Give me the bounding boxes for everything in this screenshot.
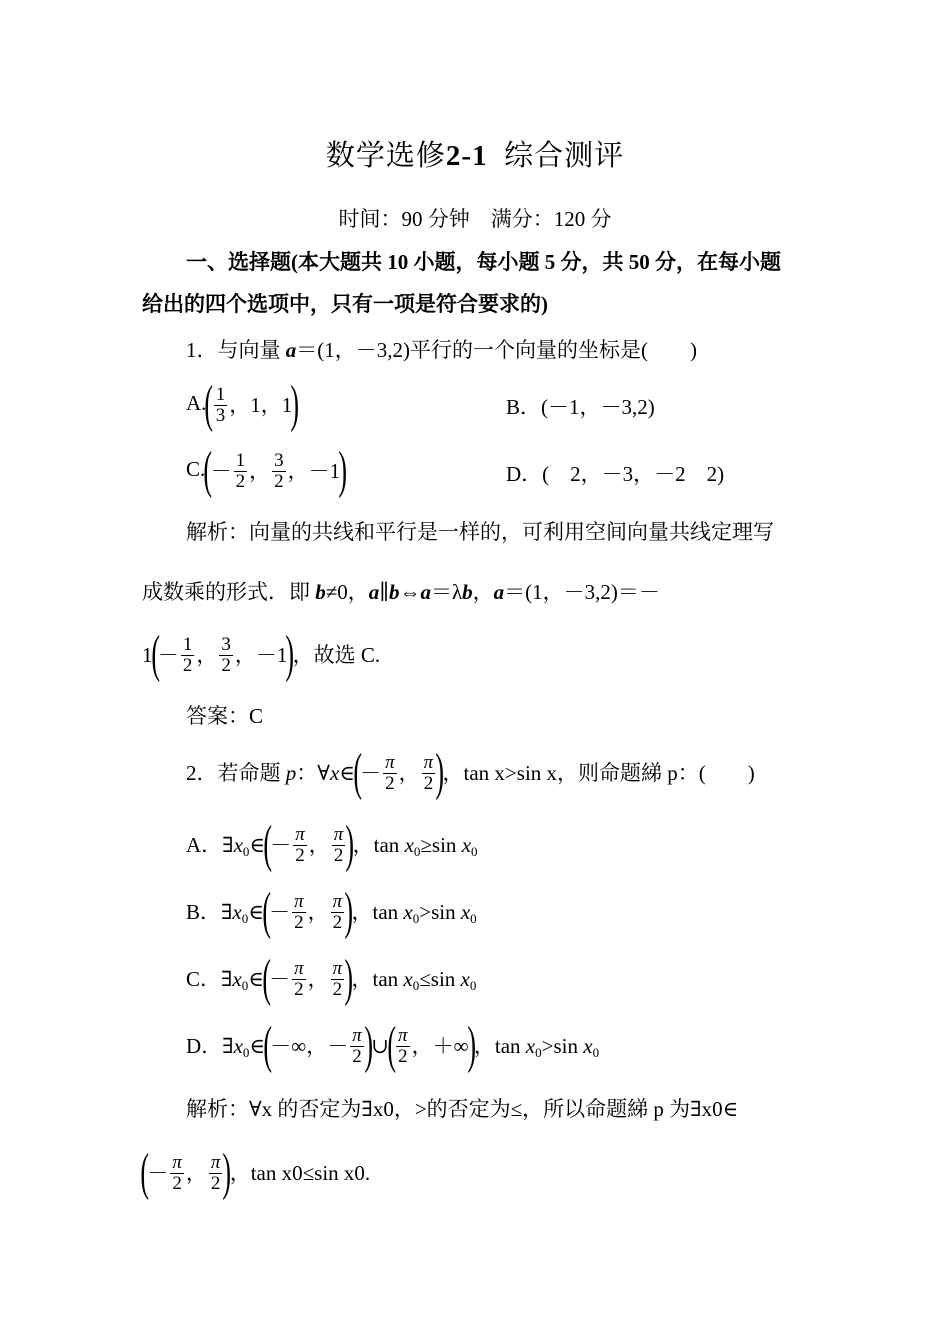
q1-stem: 1．与向量 a＝(1，－3,2)平行的一个向量的坐标是( )	[186, 338, 697, 362]
q2-option-b: B．$\exists x_0\in(-$ $\frac{\pi}{2}$ ， $\frac{\pi}{2}$ )，$\tan x_0>\sin$ $x_0$	[186, 883, 477, 940]
q2-analysis-line1: 解析：∀x 的否定为∃x0，>的否定为≤，所以命题綈 p 为∃x0∈	[186, 1097, 739, 1121]
q2-analysis-line2: (－ $\frac{\pi}{2}$ ， $\frac{\pi}{2}$ )，tan x0≤sin x0.	[140, 1144, 371, 1201]
q1-analysis-line1: 解析：向量的共线和平行是一样的，可利用空间向量共线定理写	[186, 520, 774, 544]
q1-analysis-line3: 1(－ $\frac{1}{2}$ ， $\frac{3}{2}$ ，－1)，故选 C.	[142, 626, 381, 683]
q2-option-d: D．$\exists x_0\in(-\infty$，－ $\frac{\pi}{2}$ )∪( $\frac{\pi}{2}$ ，＋∞)，$\tan x_0>\sin$ $x_0$	[186, 1017, 600, 1074]
q1-analysis-line2: 成数乘的形式．即 b≠0，a∥b⇔a＝λb，a＝(1，－3,2)＝－	[142, 580, 660, 604]
q1-option-c: C.(－ $\frac{1}{2}$ ， $\frac{3}{2}$ ，－1)	[186, 442, 348, 499]
exam-info: 时间：90 分钟 满分：120 分	[338, 207, 612, 231]
section-heading-line1: 一、选择题(本大题共 10 小题，每小题 5 分，共 50 分，在每小题	[186, 250, 781, 274]
q2-option-a: A．$\exists x_0\in(-$ $\frac{\pi}{2}$ ， $\frac{\pi}{2}$ )，$\tan x_0\ge\sin$ $x_0$	[186, 816, 478, 873]
q2-stem: 2．若命题 p：∀x∈(－ $\frac{\pi}{2}$ ， $\frac{\pi}{2}$ )，tan x>sin x，则命题綈 p：( )	[186, 744, 755, 801]
q1-option-d: D．( 2，－3，－2 2)	[506, 462, 725, 486]
q2-option-c: C．$\exists x_0\in(-$ $\frac{\pi}{2}$ ， $\frac{\pi}{2}$ )，$\tan x_0\le\sin$ $x_0$	[186, 950, 477, 1007]
page-title: 数学选修2-1 综合测评	[325, 140, 625, 172]
q1-answer: 答案：C	[186, 704, 264, 728]
q1-option-a: A.( $\frac{1}{3}$ ，1，1)	[186, 376, 300, 433]
section-heading-line2: 给出的四个选项中，只有一项是符合要求的)	[142, 292, 548, 316]
q1-option-b: B．(－1，－3,2)	[506, 395, 655, 419]
